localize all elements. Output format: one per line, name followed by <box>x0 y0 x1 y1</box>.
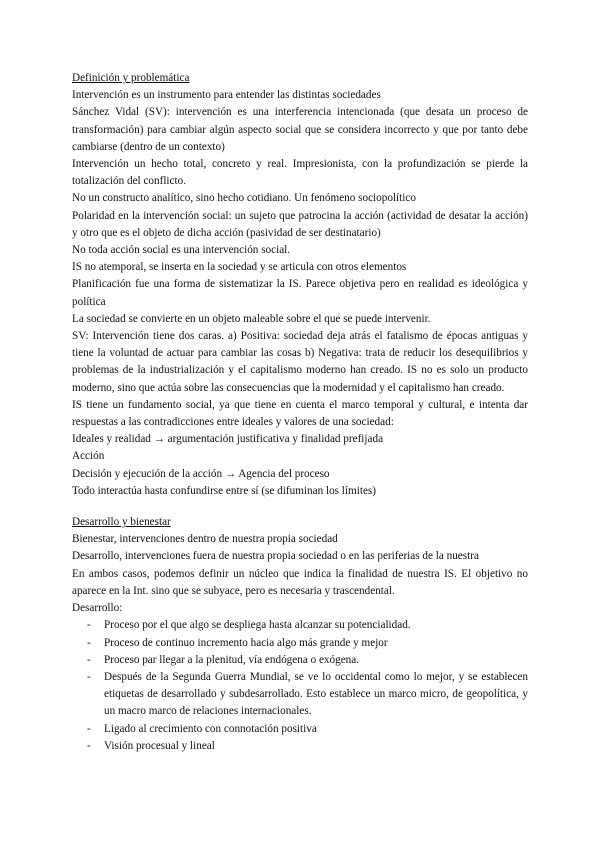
list-item <box>72 669 528 721</box>
paragraph: IS tiene un fundamento social, ya que tiene en cuenta el marco temporal y cultural, e intenta dar respuestas a las contradicciones entre ideales y valores de una sociedad: <box>72 398 528 429</box>
dash-bullet: - <box>87 670 91 683</box>
bullet-list <box>72 617 528 755</box>
dash-bullet: - <box>87 653 91 666</box>
list-item-text: Proceso por el que algo se despliega hasta alcanzar su potencialidad. <box>104 619 411 632</box>
paragraph: Desarrollo, intervenciones fuera de nuestra propia sociedad o en las periferias de la nuestra <box>72 550 479 563</box>
list-item <box>72 721 528 738</box>
paragraph: IS no atemporal, se inserta en la sociedad y se articula con otros elementos <box>72 261 407 274</box>
paragraph: Ideales y realidad → argumentación justificativa y finalidad prefijada <box>72 433 384 446</box>
list-item-text: Ligado al crecimiento con connotación positiva <box>104 722 317 735</box>
paragraph: No toda acción social es una intervención social. <box>72 244 291 257</box>
paragraph: Sánchez Vidal (SV): intervención es una interferencia intencionada (que desata un proceso de transformación) para cambiar algún aspecto social que se considera incorrecto y que por tanto debe cambiarse (dentro de un contexto) <box>72 106 528 153</box>
list-item <box>72 652 528 669</box>
paragraph: Bienestar, intervenciones dentro de nuestra propia sociedad <box>72 533 338 546</box>
paragraph: SV: Intervención tiene dos caras. a) Positiva: sociedad deja atrás el fatalismo de épocas antiguas y tiene la voluntad de actuar para cambiar las cosas b) Negativa: trata de reducir los desequilibrios y problemas de la industrialización y el capitalismo moderno han creado. IS no es solo un producto moderno, sino que actúa sobre las consecuencias que la modernidad y el capitalismo han creado. <box>72 330 528 394</box>
paragraph: Planificación fue una forma de sistematizar la IS. Parece objetiva pero en realidad es ideológica y política <box>72 278 528 308</box>
paragraph: Intervención es un instrumento para entender las distintas sociedades <box>72 89 381 102</box>
list-item <box>72 738 528 755</box>
paragraph: Polaridad en la intervención social: un sujeto que patrocina la acción (actividad de desatar la acción) y otro que es el objeto de dicha acción (pasividad de ser destinatario) <box>72 209 528 239</box>
list-item-text: Después de la Segunda Guerra Mundial, se ve lo occidental como lo mejor, y se establecen etiquetas de desarrollado y subdesarrollado. Esto establece un marco micro, de geopolítica, y un macro marco de relaciones internacionales. <box>104 670 528 718</box>
list-item-text: Proceso de continuo incremento hacia algo más grande y mejor <box>104 636 388 649</box>
paragraph: Intervención un hecho total, concreto y real. Impresionista, con la profundización se pierde la totalización del conflicto. <box>72 158 528 188</box>
paragraph: Todo interactúa hasta confundirse entre sí (se difuminan los límites) <box>72 484 376 497</box>
list-item-text: Proceso par llegar a la plenitud, vía endógena o exógena. <box>104 653 360 666</box>
section-heading-definicion: Definición y problemática <box>72 72 190 84</box>
paragraph: Acción <box>72 450 105 463</box>
dash-bullet: - <box>87 739 91 752</box>
dash-bullet: - <box>87 619 91 632</box>
section-heading-desarrollo: Desarrollo y bienestar <box>72 516 171 529</box>
list-item <box>72 617 528 634</box>
paragraph: Desarrollo: <box>72 602 123 615</box>
section-spacer <box>72 500 528 514</box>
paragraph: En ambos casos, podemos definir un núcleo que indica la finalidad de nuestra IS. El objetivo no aparece en la Int. sino que se subyace, pero es necesaria y trascendental. <box>72 567 528 597</box>
dash-bullet: - <box>87 722 91 735</box>
dash-bullet: - <box>87 636 91 649</box>
paragraph: Decisión y ejecución de la acción → Agencia del proceso <box>72 467 330 480</box>
document-page <box>72 70 528 755</box>
list-item <box>72 635 528 652</box>
list-item-text: Visión procesual y lineal <box>104 739 215 752</box>
paragraph: La sociedad se convierte en un objeto maleable sobre el que se puede intervenir. <box>72 312 431 325</box>
paragraph: No un constructo analítico, sino hecho cotidiano. Un fenómeno sociopolítico <box>72 192 416 205</box>
